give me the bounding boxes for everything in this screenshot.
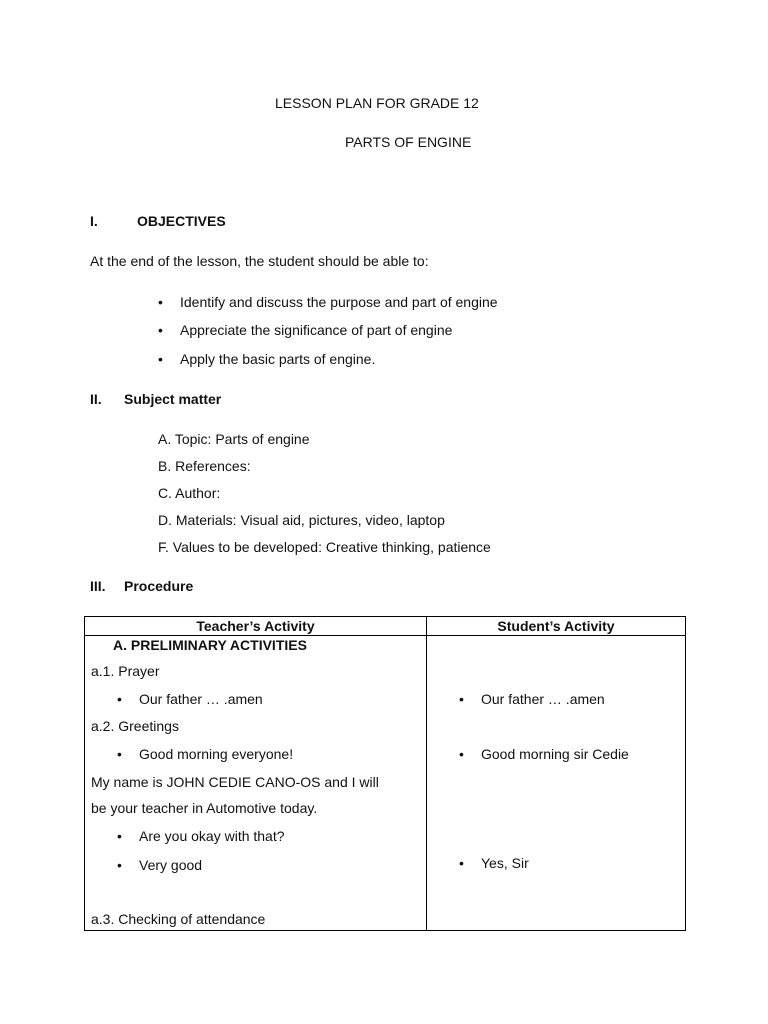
student-activity-cell xyxy=(427,636,686,931)
teacher-intro-line: My name is JOHN CEDIE CANO-OS and I will xyxy=(91,774,379,790)
student-activity-header: Student’s Activity xyxy=(427,617,686,636)
objective-item: • Appreciate the significance of part of engine xyxy=(180,322,452,338)
prayer-label: a.1. Prayer xyxy=(91,663,160,679)
student-prayer-item: • Our father … .amen xyxy=(481,691,605,707)
subject-matter-item: B. References: xyxy=(158,458,251,474)
teacher-greeting-item: • Good morning everyone! xyxy=(139,746,293,762)
teacher-prayer-item: • Our father … .amen xyxy=(139,691,263,707)
teacher-intro-line: be your teacher in Automotive today. xyxy=(91,800,318,816)
document-title: LESSON PLAN FOR GRADE 12 xyxy=(275,95,479,111)
attendance-label: a.3. Checking of attendance xyxy=(91,911,266,927)
subject-matter-item: A. Topic: Parts of engine xyxy=(158,431,310,447)
objectives-intro: At the end of the lesson, the student should be able to: xyxy=(90,253,429,269)
objectives-numeral: I. xyxy=(90,213,98,229)
subject-matter-item: D. Materials: Visual aid, pictures, video, laptop xyxy=(158,512,445,528)
document-subtitle: PARTS OF ENGINE xyxy=(345,134,472,150)
teacher-question-item: • Are you okay with that? xyxy=(139,828,285,844)
subject-matter-heading: Subject matter xyxy=(124,391,222,407)
student-answer-item: • Yes, Sir xyxy=(481,855,529,871)
objective-item: • Identify and discuss the purpose and part of engine xyxy=(180,294,498,310)
procedure-numeral: III. xyxy=(90,578,106,594)
subject-matter-item: F. Values to be developed: Creative thinking, patience xyxy=(158,539,491,555)
objective-item: • Apply the basic parts of engine. xyxy=(180,351,375,367)
subject-matter-item: C. Author: xyxy=(158,485,221,501)
preliminary-activities-heading: A. PRELIMINARY ACTIVITIES xyxy=(113,637,307,653)
teacher-very-good-item: • Very good xyxy=(139,857,202,873)
teacher-activity-header: Teacher’s Activity xyxy=(85,617,427,636)
procedure-table xyxy=(84,616,686,931)
procedure-heading: Procedure xyxy=(124,578,194,594)
subject-matter-numeral: II. xyxy=(90,391,102,407)
student-greeting-item: • Good morning sir Cedie xyxy=(481,746,629,762)
greetings-label: a.2. Greetings xyxy=(91,718,179,734)
teacher-activity-cell xyxy=(85,636,427,931)
objectives-heading: OBJECTIVES xyxy=(137,213,226,229)
